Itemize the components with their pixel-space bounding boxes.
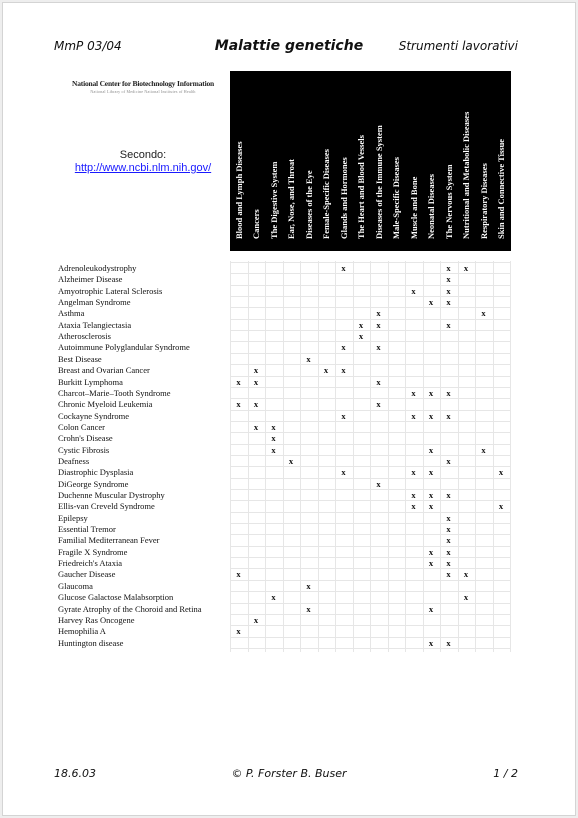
header-course: MmP 03/04 bbox=[54, 39, 122, 53]
table-row bbox=[58, 615, 513, 626]
category-mark: x bbox=[253, 376, 259, 387]
column-header-label: The Heart and Blood Vessels bbox=[356, 135, 366, 239]
category-mark: x bbox=[428, 490, 434, 500]
column-header-label: Skin and Connective Tissue bbox=[496, 138, 506, 239]
column-header bbox=[405, 73, 422, 249]
disease-name: Glaucoma bbox=[58, 580, 93, 591]
column-header-label: Male-Specific Diseases bbox=[391, 157, 401, 239]
category-mark: x bbox=[271, 592, 276, 603]
column-header-label: Respiratory Diseases bbox=[478, 163, 489, 239]
table-row bbox=[58, 308, 513, 319]
table-row bbox=[58, 433, 513, 444]
table-row bbox=[58, 263, 513, 274]
disease-name: Friedreich's Ataxia bbox=[58, 558, 123, 569]
category-mark: x bbox=[236, 376, 241, 387]
category-mark: x bbox=[341, 365, 346, 376]
category-mark: x bbox=[446, 263, 451, 273]
column-header bbox=[440, 73, 457, 249]
column-header-label: The Nervous System bbox=[443, 164, 454, 239]
disease-name: Burkitt Lymphoma bbox=[58, 376, 123, 387]
category-mark: x bbox=[253, 421, 259, 432]
source-link[interactable]: http://www.ncbi.nlm.nih.gov/ bbox=[74, 162, 212, 174]
column-header bbox=[318, 73, 335, 249]
column-header bbox=[370, 73, 387, 249]
column-header-label: Diseases of the Immune System bbox=[373, 125, 384, 239]
category-mark: x bbox=[271, 421, 276, 432]
category-mark: x bbox=[253, 399, 259, 410]
table-row bbox=[58, 445, 513, 456]
column-header bbox=[423, 73, 440, 249]
table-row bbox=[58, 411, 513, 422]
category-mark: x bbox=[411, 467, 416, 478]
table-row bbox=[58, 569, 513, 580]
disease-name: Best Disease bbox=[58, 353, 102, 364]
disease-name: Autoimmune Polyglandular Syndrome bbox=[58, 342, 190, 353]
category-mark: x bbox=[446, 297, 451, 308]
category-mark: x bbox=[376, 308, 381, 319]
disease-name: Ataxia Telangiectasia bbox=[58, 319, 132, 330]
disease-name: Epilepsy bbox=[58, 512, 88, 523]
ncbi-logo-title: National Center for Biotechnology Information bbox=[72, 79, 214, 88]
category-mark: x bbox=[411, 410, 416, 421]
category-mark: x bbox=[428, 410, 434, 421]
disease-name: Deafness bbox=[58, 455, 90, 466]
category-mark: x bbox=[253, 365, 259, 376]
table-row bbox=[58, 365, 513, 376]
category-mark: x bbox=[428, 467, 434, 478]
column-header bbox=[283, 73, 300, 249]
category-mark: x bbox=[411, 387, 416, 398]
category-mark: x bbox=[411, 501, 416, 512]
table-row bbox=[58, 399, 513, 410]
disease-name: DiGeorge Syndrome bbox=[58, 478, 129, 489]
category-mark: x bbox=[498, 501, 504, 512]
table-row bbox=[58, 490, 513, 501]
column-header bbox=[458, 73, 475, 249]
category-mark: x bbox=[376, 342, 381, 353]
table-row bbox=[58, 592, 513, 603]
column-header-label: Cancers bbox=[251, 209, 261, 239]
ncbi-logo bbox=[58, 79, 228, 94]
category-mark: x bbox=[341, 410, 346, 421]
column-header-label: Nutritional and Metabolic Diseases bbox=[461, 111, 471, 239]
category-mark: x bbox=[288, 455, 294, 466]
table-row bbox=[58, 320, 513, 331]
category-mark: x bbox=[411, 490, 416, 500]
category-mark: x bbox=[498, 467, 504, 478]
category-mark: x bbox=[446, 319, 451, 330]
disease-name: Essential Tremor bbox=[58, 524, 116, 535]
disease-name: Amyotrophic Lateral Sclerosis bbox=[58, 285, 163, 296]
disease-name: Crohn's Disease bbox=[58, 433, 113, 444]
disease-name: Glucose Galactose Malabsorption bbox=[58, 592, 174, 603]
category-mark: x bbox=[446, 274, 451, 285]
table-row bbox=[58, 354, 513, 365]
table-row bbox=[58, 524, 513, 535]
category-mark: x bbox=[446, 455, 451, 466]
disease-name: Adrenoleukodystrophy bbox=[58, 263, 137, 273]
category-mark: x bbox=[428, 637, 434, 648]
table-row bbox=[58, 456, 513, 467]
category-mark: x bbox=[446, 387, 451, 398]
category-mark: x bbox=[306, 580, 311, 591]
category-mark: x bbox=[341, 263, 346, 273]
category-mark: x bbox=[271, 433, 276, 444]
disease-name: Charcot–Marie–Tooth Syndrome bbox=[58, 387, 171, 398]
disease-name: Breast and Ovarian Cancer bbox=[58, 365, 150, 376]
category-mark: x bbox=[446, 285, 451, 296]
column-header bbox=[248, 73, 265, 249]
ncbi-logo-subtitle: National Library of Medicine National Institutes of Health bbox=[90, 89, 196, 94]
category-mark: x bbox=[428, 558, 434, 569]
disease-name: Atherosclerosis bbox=[58, 331, 111, 342]
disease-name: Hemophilia A bbox=[58, 626, 106, 637]
category-mark: x bbox=[358, 319, 364, 330]
column-header-label: Diseases of the Eye bbox=[303, 170, 314, 239]
category-mark: x bbox=[446, 512, 451, 523]
table-row bbox=[58, 274, 513, 285]
disease-name: Cockayne Syndrome bbox=[58, 410, 130, 421]
category-mark: x bbox=[428, 546, 434, 557]
disease-name: Duchenne Muscular Dystrophy bbox=[58, 490, 165, 500]
table-row bbox=[58, 501, 513, 512]
table-row bbox=[58, 535, 513, 546]
column-header bbox=[265, 73, 282, 249]
disease-name: Angelman Syndrome bbox=[58, 297, 131, 308]
column-header-label: Glands and Hormones bbox=[338, 157, 349, 239]
source-note bbox=[58, 149, 228, 175]
category-mark: x bbox=[446, 558, 451, 569]
column-header-band bbox=[230, 71, 511, 251]
column-header-label: Neonatal Diseases bbox=[426, 174, 436, 239]
category-mark: x bbox=[376, 399, 381, 410]
table-row bbox=[58, 342, 513, 353]
category-mark: x bbox=[463, 592, 469, 603]
page-title: Malattie genetiche bbox=[214, 38, 364, 54]
column-header bbox=[353, 73, 370, 249]
source-label: Secondo: bbox=[119, 149, 167, 161]
disease-name: Huntington disease bbox=[58, 637, 124, 648]
category-mark: x bbox=[411, 285, 416, 296]
category-mark: x bbox=[446, 524, 451, 535]
header-section: Strumenti lavorativi bbox=[398, 39, 518, 53]
category-mark: x bbox=[306, 353, 311, 364]
document-page bbox=[2, 2, 576, 816]
table-row bbox=[58, 581, 513, 592]
disease-name: Colon Cancer bbox=[58, 421, 105, 432]
column-header bbox=[493, 73, 510, 249]
table-row bbox=[58, 513, 513, 524]
table-row bbox=[58, 626, 513, 637]
category-mark: x bbox=[446, 637, 451, 648]
category-mark: x bbox=[446, 569, 451, 580]
disease-name: Asthma bbox=[58, 308, 85, 319]
disease-name: Diastrophic Dysplasia bbox=[58, 467, 134, 478]
category-mark: x bbox=[376, 478, 381, 489]
column-header-label: The Digestive System bbox=[268, 161, 279, 239]
category-mark: x bbox=[341, 467, 346, 478]
category-mark: x bbox=[236, 399, 241, 410]
table-row bbox=[58, 558, 513, 569]
disease-name: Fragile X Syndrome bbox=[58, 546, 128, 557]
category-mark: x bbox=[428, 444, 434, 455]
table-row bbox=[58, 604, 513, 615]
category-mark: x bbox=[463, 263, 469, 273]
category-mark: x bbox=[323, 365, 329, 376]
category-mark: x bbox=[446, 535, 451, 546]
column-header-label: Female-Specific Diseases bbox=[321, 149, 331, 239]
column-header bbox=[300, 73, 317, 249]
disease-name: Ellis-van Creveld Syndrome bbox=[58, 501, 155, 512]
category-mark: x bbox=[271, 444, 276, 455]
category-mark: x bbox=[376, 319, 381, 330]
category-mark: x bbox=[446, 410, 451, 421]
table-row bbox=[58, 297, 513, 308]
table-row bbox=[58, 286, 513, 297]
category-mark: x bbox=[341, 342, 346, 353]
disease-name: Cystic Fibrosis bbox=[58, 444, 110, 455]
table-row bbox=[58, 547, 513, 558]
column-header-label: Muscle and Bone bbox=[408, 176, 419, 239]
table-row bbox=[58, 479, 513, 490]
table-row bbox=[58, 331, 513, 342]
category-mark: x bbox=[446, 490, 451, 500]
category-mark: x bbox=[236, 626, 241, 637]
category-mark: x bbox=[463, 569, 469, 580]
column-header-label: Ear, Nose, and Throat bbox=[286, 159, 296, 239]
table-row bbox=[58, 377, 513, 388]
category-mark: x bbox=[428, 501, 434, 512]
disease-name: Harvey Ras Oncogene bbox=[58, 614, 135, 625]
category-mark: x bbox=[376, 376, 381, 387]
column-header bbox=[335, 73, 352, 249]
disease-name: Familial Mediterranean Fever bbox=[58, 535, 160, 546]
category-mark: x bbox=[428, 603, 434, 614]
disease-name: Gyrate Atrophy of the Choroid and Retina bbox=[58, 603, 202, 614]
column-header bbox=[475, 73, 492, 249]
category-mark: x bbox=[306, 603, 311, 614]
column-header bbox=[230, 73, 247, 249]
disease-name: Chronic Myeloid Leukemia bbox=[58, 399, 153, 410]
category-mark: x bbox=[446, 546, 451, 557]
category-mark: x bbox=[481, 308, 486, 319]
category-mark: x bbox=[253, 614, 259, 625]
column-header bbox=[388, 73, 405, 249]
footer-author: © P. Forster B. Buser bbox=[231, 767, 347, 780]
category-mark: x bbox=[236, 569, 241, 580]
category-mark: x bbox=[481, 444, 486, 455]
footer-page-number: 1 / 2 bbox=[493, 767, 518, 780]
footer-date: 18.6.03 bbox=[54, 767, 96, 780]
table-row bbox=[58, 467, 513, 478]
category-mark: x bbox=[428, 387, 434, 398]
category-mark: x bbox=[428, 297, 434, 308]
table-row bbox=[58, 638, 513, 649]
disease-name: Gaucher Disease bbox=[58, 569, 116, 580]
column-header-label: Blood and Lymph Diseases bbox=[233, 141, 244, 239]
table-row bbox=[58, 388, 513, 399]
disease-name: Alzheimer Disease bbox=[58, 274, 123, 285]
category-mark: x bbox=[358, 331, 364, 342]
table-row bbox=[58, 422, 513, 433]
